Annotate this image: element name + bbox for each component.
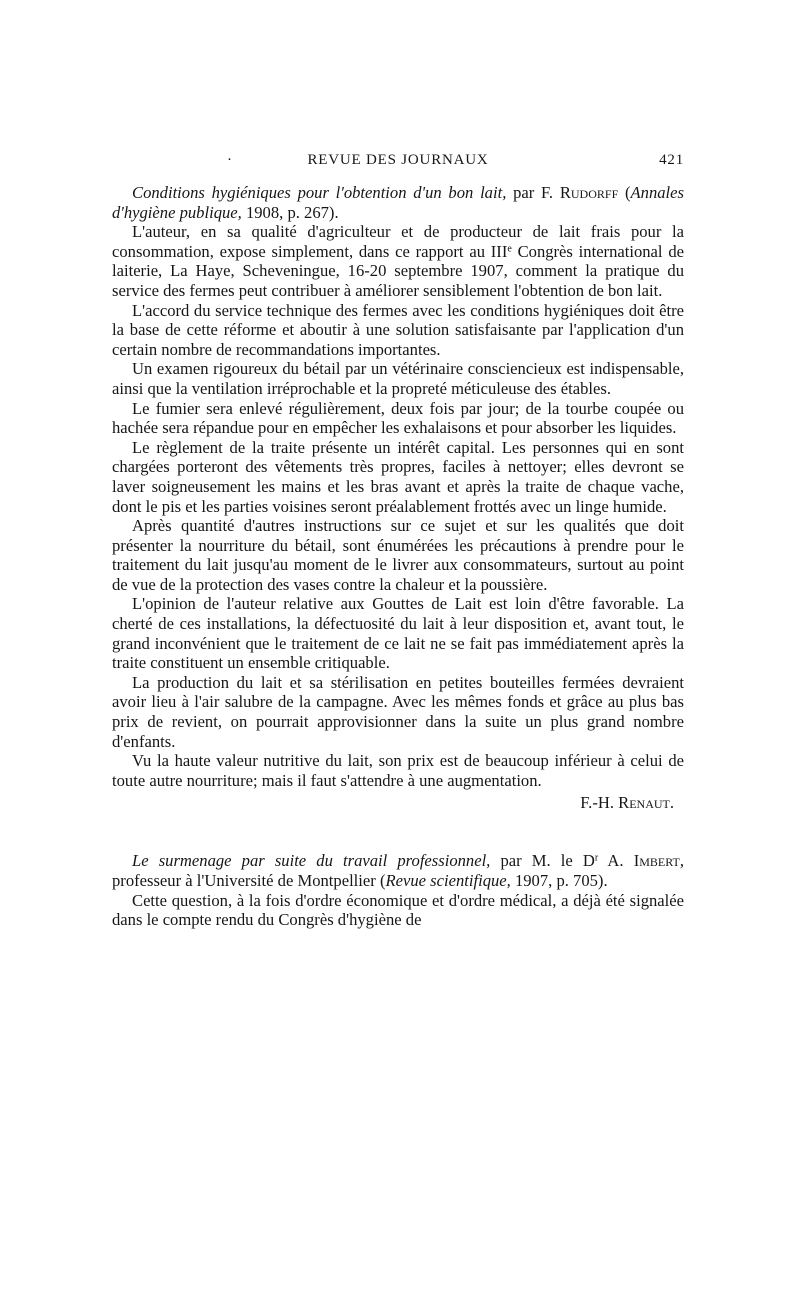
signature: F.-H. Renaut. [580, 793, 674, 813]
article-author: Rudorff [559, 183, 619, 202]
paragraph: L'auteur, en sa qualité d'agriculteur et de producteur de lait frais pour la consommation, expose simplement, dans ce rapport au IIIe Congrès international de laiterie, La Haye, Scheveningue, 16-20 septembre 1907, comment la pratique du service des fermes peut contribuer à améliorer sensiblement l'obtention de bon lait. [112, 222, 684, 300]
article-separator [112, 813, 684, 851]
article-reference: Le surmenage par suite du travail professionnel, par M. le $D^r$ A. Imbert, professeur à l'Université de Montpellier (Revue scientifique, 1907, p. 705). [112, 851, 684, 890]
source-journal: Annales d'hygiène publique, [112, 183, 684, 222]
article-by: par F. [506, 183, 560, 202]
paragraph: Vu la haute valeur nutritive du lait, son prix est de beaucoup inférieur à celui de toute autre nourriture; mais il faut s'attendre à une augmentation. [112, 751, 684, 790]
paragraph: La production du lait et sa stérilisation en petites bouteilles fermées devraient avoir lieu à l'air salubre de la campagne. Avec les mêmes fonds et grâce au plus bas prix de revient, on pourrait approvisionner dans la suite un plus grand nombre d'enfants. [112, 672, 684, 751]
article-milk-hygiene [112, 183, 684, 813]
paragraph: Un examen rigoureux du bétail par un vétérinaire consciencieux est indispensable, ainsi que la ventilation irréprochable et la propreté méticuleuse des étables. [112, 359, 684, 398]
article-overwork [112, 851, 684, 929]
paragraph: Après quantité d'autres instructions sur ce sujet et sur les qualités que doit présenter la nourriture du bétail, sont énumérées les précautions à prendre pour le traitement du lait jusqu'au moment de le livrer aux consommateurs, surtout au point de vue de la protection des vases contre la chaleur et la poussière. [112, 516, 684, 594]
dr-sup: r [594, 852, 599, 864]
article-author: Imbert [633, 851, 680, 871]
source-ref: 1908, p. 267). [241, 202, 339, 222]
ordinal-sup: e [507, 243, 512, 255]
article-reference [112, 183, 684, 222]
running-title: REVUE DES JOURNAUX [307, 152, 489, 168]
source-journal: Revue scientifique, [385, 871, 511, 890]
paragraph: L'opinion de l'auteur relative aux Gouttes de Lait est loin d'être favorable. La cherté de ces installations, la défectuosité du lait à leur disposition et, avant tout, le grand inconvénient que le traitement de ce lait ne se fait pas immédiatement après la traite constituent un ensemble critiquable. [112, 594, 684, 673]
source-ref: 1907, p. 705). [510, 871, 608, 890]
source-open: ( [625, 183, 631, 202]
paragraph: Cette question, à la fois d'ordre économique et d'ordre médical, a déjà été signalée dans le compte rendu du Congrès d'hygiène de [112, 890, 684, 930]
paragraph: L'accord du service technique des fermes avec les conditions hygiéniques doit être la base de cette réforme et aboutir à une solution satisfaisante par l'application d'un certain nombre de recommandations importantes. [112, 300, 684, 359]
journal-page [112, 150, 684, 930]
paragraph: Le règlement de la traite présente un intérêt capital. Les personnes qui en sont chargées porteront des vêtements très propres, faciles à nettoyer; elles devront se laver soigneusement les mains et les bras avant et après la traite de chaque vache, dont le pis et les parties voisines seront préalablement frottés avec un linge humide. [112, 437, 684, 516]
paragraph: Le fumier sera enlevé régulièrement, deux fois par jour; de la tourbe coupée ou hachée sera répandue pour en empêcher les exhalaisons et pour absorber les liquides. [112, 398, 684, 438]
article-title: Conditions hygiéniques pour l'obtention d'un bon lait, [132, 183, 507, 202]
article-title: Le surmenage par suite du travail professionnel, [132, 851, 491, 871]
running-header [112, 150, 684, 180]
article-by: par M. le D [490, 851, 595, 871]
page-number: 421 [659, 152, 684, 168]
article-affiliation: , professeur à l'Université de Montpellier ( [112, 851, 684, 890]
header-dot: · [227, 152, 233, 168]
